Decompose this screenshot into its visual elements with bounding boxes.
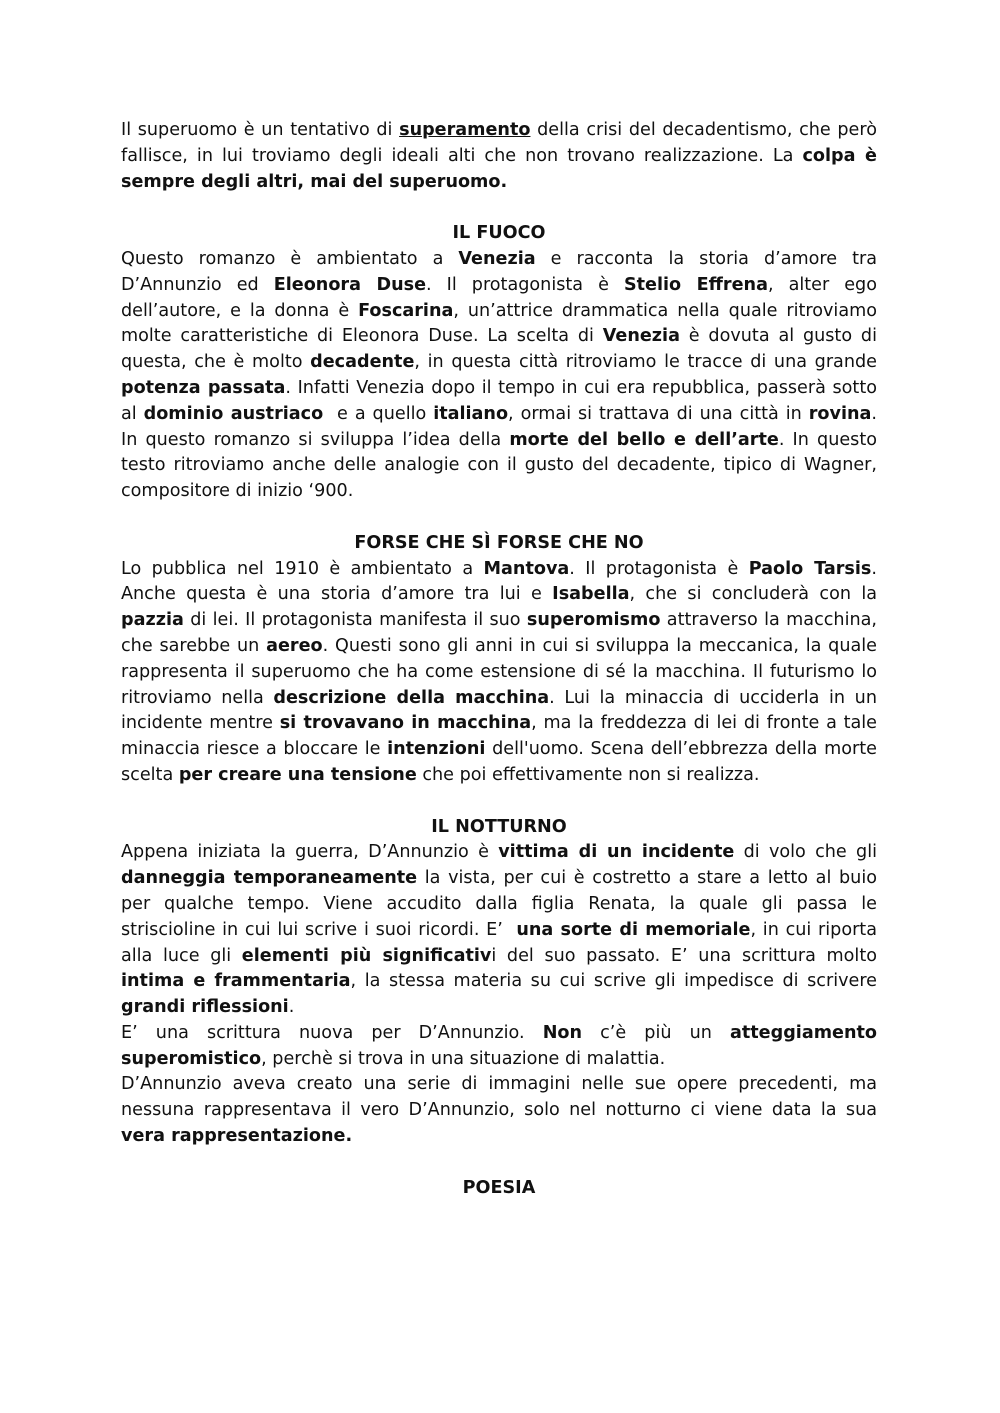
bold-term: una sorte di memoriale (516, 919, 751, 940)
underlined-term: superamento (399, 120, 531, 140)
bold-term: colpa è sempre degli altri, mai del superuomo. (121, 145, 877, 192)
bold-term: decadente (310, 352, 415, 373)
bold-term: si trovavano in macchina (279, 713, 532, 734)
text-run: c’è più un (582, 1022, 730, 1043)
text-run: della crisi del decadentismo, che però fallisce, in lui troviamo degli ideali alti che non trovano realizzazione. La (121, 120, 877, 166)
bold-term: Foscarina (358, 300, 454, 321)
text-run: di lei. Il protagonista manifesta il suo (183, 610, 527, 631)
bold-term: aereo (266, 635, 323, 656)
il-notturno-paragraph-1 (121, 840, 883, 1021)
bold-term: italiano (433, 403, 509, 424)
bold-term: elementi più significativ (241, 945, 492, 966)
spacer (121, 1150, 877, 1176)
document-page (121, 118, 883, 1201)
text-run: la vista, per cui è costretto a stare a letto al buio per qualche tempo. Viene accudito dalla figlia Renata, la quale gli passa le striscioline in cui lui scrive i suoi ricordi. E’ (121, 868, 883, 940)
text-run: . Anche questa è una storia d’amore tra lui e (121, 558, 877, 605)
text-run: Lo pubblica nel 1910 è ambientato a (121, 558, 484, 579)
text-run: , ma la freddezza di lei di fronte a tale minaccia riesce a bloccare le (121, 713, 878, 760)
text-run: e a quello (323, 403, 434, 424)
bold-term: Non (542, 1022, 583, 1043)
text-run: che poi effettivamente non si realizza. (416, 764, 760, 785)
text-run: . In questo romanzo si sviluppa l’idea della (121, 403, 877, 450)
bold-term: Stelio Effrena (623, 274, 768, 295)
bold-term: morte del bello e dell’arte (509, 429, 779, 450)
bold-term: pazzia (121, 610, 184, 631)
text-run: . Questi sono gli anni in cui si sviluppa la meccanica, la quale rappresenta il superuomo che ha come estensione di sé la macchina. Il futurismo lo ritroviamo nella (121, 635, 877, 708)
bold-term: Mantova (483, 558, 570, 579)
bold-term: per creare una tensione (178, 764, 417, 785)
text-run: Appena iniziata la guerra, D’Annunzio è (121, 842, 499, 863)
text-run: , ormai si trattava di una città in (508, 403, 809, 424)
text-run: dell'uomo. Scena dell’ebbrezza della morte scelta (121, 739, 877, 785)
text-run: D’Annunzio aveva creato una serie di immagini nelle sue opere precedenti, ma nessuna rappresentava il vero D’Annunzio, solo nel notturno ci viene data la sua (121, 1074, 877, 1121)
text-run: E’ una scrittura nuova per D’Annunzio. (121, 1022, 543, 1043)
text-run: Questo romanzo è ambientato a (121, 248, 459, 269)
bold-term: grandi riflessioni (121, 997, 289, 1018)
text-run: . Il protagonista è (569, 558, 749, 579)
text-run: , alter ego dell’autore, e la donna è (121, 274, 877, 321)
text-run: Il superuomo è un tentativo di (121, 120, 400, 140)
forse-che-si-paragraph (121, 557, 877, 789)
text-run: , in questa città ritroviamo le tracce di una grande (414, 352, 877, 373)
text-run: i del suo passato. E’ una scrittura molto (491, 945, 877, 966)
bold-term: intenzioni (387, 739, 486, 760)
section-title-forse-che-si: FORSE CHE SÌ FORSE CHE NO (354, 532, 644, 553)
text-run: . Il protagonista è (426, 274, 624, 295)
bold-term: vera rappresentazione. (121, 1126, 353, 1147)
text-run: di volo che gli (734, 842, 877, 863)
bold-term: Venezia (602, 326, 680, 347)
text-run: . In questo testo ritroviamo anche delle analogie con il gusto del decadente, tipico di Wagner, compositore di inizio ‘900. (121, 429, 877, 502)
bold-term: rovina (808, 403, 872, 424)
bold-term: Paolo Tarsis (748, 558, 872, 579)
bold-term: Venezia (458, 248, 536, 269)
bold-term: superomismo (526, 610, 661, 631)
bold-term: dominio austriaco (143, 403, 324, 424)
bold-term: Isabella (552, 584, 630, 605)
section-title-il-fuoco: IL FUOCO (452, 223, 546, 244)
bold-term: Eleonora Duse (273, 274, 427, 295)
text-run: è dovuta al gusto di questa, che è molto (121, 326, 877, 373)
text-run: , un’attrice drammatica nella quale ritroviamo molte caratteristiche di Eleonora Duse. La scelta di (121, 300, 878, 347)
bold-term: vittima di un incidente (498, 842, 735, 863)
section-title-poesia: POESIA (462, 1177, 536, 1198)
bold-term: atteggiamento superomistico (121, 1022, 877, 1069)
text-run: e racconta la storia d’amore tra D’Annunzio ed (121, 248, 878, 295)
text-run: , in cui riporta alla luce gli (121, 919, 877, 966)
text-run: attraverso la macchina, che sarebbe un (121, 610, 877, 656)
spacer (121, 789, 877, 815)
text-run: . Lui la minaccia di ucciderla in un incidente mentre (121, 687, 877, 734)
spacer (121, 505, 877, 531)
il-notturno-paragraph-2 (121, 1021, 877, 1073)
il-fuoco-paragraph (121, 247, 877, 505)
intro-paragraph (121, 118, 877, 195)
spacer (121, 195, 877, 221)
bold-term: potenza passata (121, 377, 286, 398)
text-run: . Infatti Venezia dopo il tempo in cui era repubblica, passerà sotto al (121, 377, 877, 424)
bold-term: danneggia temporaneamente (121, 868, 418, 889)
bold-term: intima e frammentaria (121, 971, 351, 992)
section-title-il-notturno: IL NOTTURNO (431, 816, 567, 837)
text-run: . (288, 997, 295, 1018)
text-run: , la stessa materia su cui scrive gli impedisce di scrivere (350, 971, 877, 992)
bold-term: descrizione della macchina (273, 687, 550, 708)
il-notturno-paragraph-3 (121, 1072, 877, 1149)
text-run: , che si concluderà con la (629, 584, 877, 605)
text-run: , perchè si trova in una situazione di malattia. (261, 1048, 666, 1069)
